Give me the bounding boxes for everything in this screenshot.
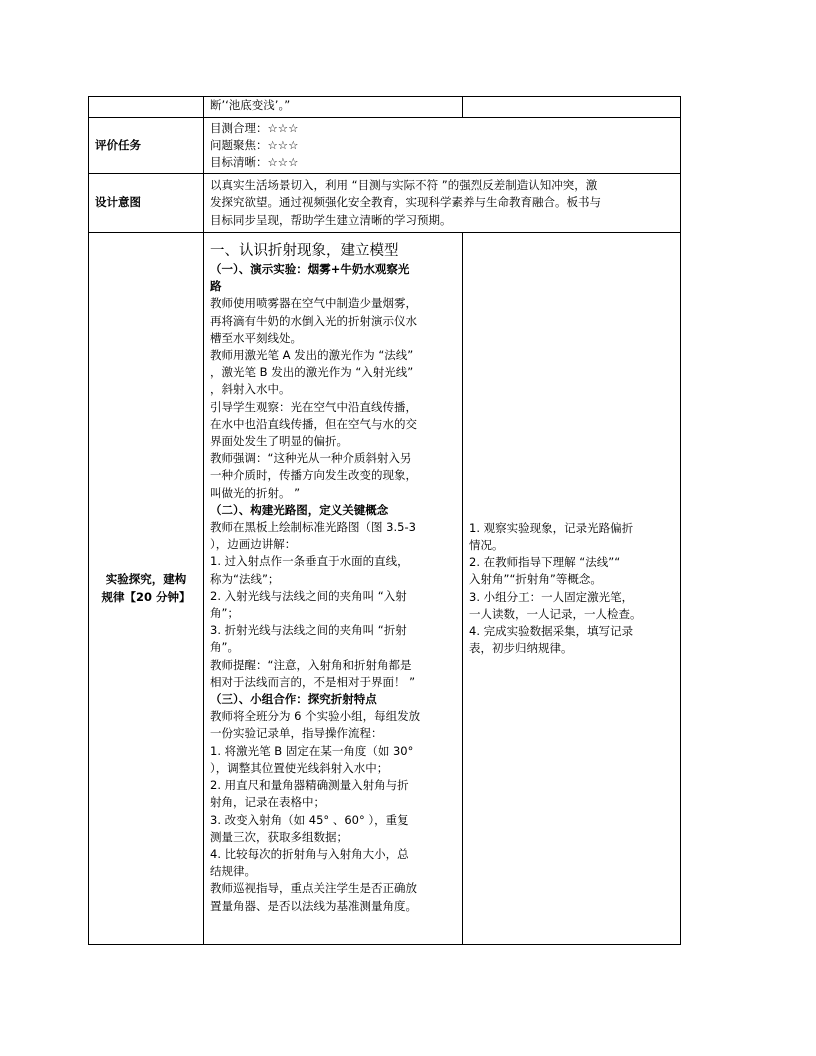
design-intent-line: 以真实生活场景切入，利用 “目测与实际不符 ”的强烈反差制造认知冲突，激 xyxy=(210,178,598,193)
student-line: 一人读数，一人记录，一人检查。 xyxy=(469,606,642,621)
paragraph-line: 3. 改变入射角（如 45° 、60° ），重复 xyxy=(210,812,409,827)
evaluation-item: 问题聚焦：☆☆☆ xyxy=(210,137,299,152)
student-line: 4. 完成实验数据采集，填写记录 xyxy=(469,623,634,638)
subheading-group: （三）、小组合作：探究折射特点 xyxy=(210,692,377,707)
design-intent-content xyxy=(204,174,681,233)
continuation-text-cell xyxy=(204,97,463,118)
paragraph-line: 3. 折射光线与法线之间的夹角叫 “折射 xyxy=(210,623,407,638)
paragraph-line: 界面处发生了明显的偏折。 xyxy=(210,434,348,449)
student-line: 1. 观察实验现象，记录光路偏折 xyxy=(469,520,634,535)
experiment-label xyxy=(89,233,204,945)
paragraph-line: 1. 将激光笔 B 固定在某一角度（如 30° xyxy=(210,743,414,758)
student-line: 情况。 xyxy=(469,537,504,552)
design-intent-label: 设计意图 xyxy=(89,174,204,233)
paragraph-line: 1. 过入射点作一条垂直于水面的直线， xyxy=(210,554,409,569)
design-intent-line: 目标同步呈现，帮助学生建立清晰的学习预期。 xyxy=(210,212,452,227)
paragraph-line: 相对于法线而言的，不是相对于界面！ ” xyxy=(210,674,416,689)
section-heading: 一、认识折射现象，建立模型 xyxy=(210,243,399,259)
experiment-row xyxy=(89,233,681,945)
evaluation-row xyxy=(89,118,681,174)
subheading-diagram: （二）、构建光路图，定义关键概念 xyxy=(210,502,389,517)
evaluation-content xyxy=(204,118,681,174)
design-intent-row xyxy=(89,174,681,233)
paragraph-line: 测量三次，获取多组数据； xyxy=(210,829,348,844)
paragraph-line: 一份实验记录单，指导操作流程： xyxy=(210,726,383,741)
paragraph-line: 再将滴有牛奶的水倒入光的折射演示仪水 xyxy=(210,313,417,328)
subheading-demo: （一）、演示实验：烟雾+牛奶水观察光 xyxy=(210,262,410,276)
paragraph-line: 射角，记录在表格中； xyxy=(210,795,325,810)
student-line: 表，初步归纳规律。 xyxy=(469,641,573,656)
paragraph-line: 2. 入射光线与法线之间的夹角叫 “入射 xyxy=(210,588,407,603)
paragraph-line: 教师提醒：“注意，入射角和折射角都是 xyxy=(210,657,412,672)
paragraph-line: 4. 比较每次的折射角与入射角大小，总 xyxy=(210,846,409,861)
paragraph-line: 教师巡视指导，重点关注学生是否正确放 xyxy=(210,881,417,896)
lesson-plan-table xyxy=(88,96,681,945)
paragraph-line: ），边画边讲解： xyxy=(210,537,297,552)
experiment-label-line: 规律【20 分钟】 xyxy=(101,589,191,604)
continuation-label-cell xyxy=(89,97,204,118)
evaluation-item: 目标清晰：☆☆☆ xyxy=(210,155,299,170)
student-line: 2. 在教师指导下理解 “法线”“ xyxy=(469,555,621,570)
paragraph-line: 角”； xyxy=(210,606,239,621)
paragraph-line: 结规律。 xyxy=(210,864,256,879)
paragraph-line: ），调整其位置使光线斜射入水中； xyxy=(210,760,389,775)
paragraph-line: 教师将全班分为 6 个实验小组，每组发放 xyxy=(210,709,421,724)
paragraph-line: 教师强调：“这种光从一种介质斜射入另 xyxy=(210,451,412,466)
student-line: 入射角”“折射角”等概念。 xyxy=(469,572,602,587)
paragraph-line: 在水中也沿直线传播，但在空气与水的交 xyxy=(210,416,417,431)
design-intent-line: 发探究欲望。通过视频强化安全教育，实现科学素养与生命教育融合。板书与 xyxy=(210,195,601,210)
paragraph-line: 教师在黑板上绘制标准光路图（图 3.5-3 xyxy=(210,520,416,535)
paragraph-line: 置量角器、是否以法线为基准测量角度。 xyxy=(210,898,417,913)
paragraph-line: 角”。 xyxy=(210,640,239,655)
continuation-row xyxy=(89,97,681,118)
paragraph-line: 教师用激光笔 A 发出的激光作为 “法线” xyxy=(210,348,414,363)
paragraph-line: 称为“法线”； xyxy=(210,571,280,586)
evaluation-item: 目测合理：☆☆☆ xyxy=(210,120,299,135)
paragraph-line: 引导学生观察：光在空气中沿直线传播， xyxy=(210,399,417,414)
paragraph-line: ，斜射入水中。 xyxy=(210,382,291,397)
student-activity-cell xyxy=(463,233,681,945)
continuation-text: 断’‘池底变浅’。” xyxy=(210,98,291,112)
paragraph-line: ，激光笔 B 发出的激光作为 “入射光线” xyxy=(210,365,414,380)
subheading-demo-cont: 路 xyxy=(210,279,222,294)
paragraph-line: 教师使用喷雾器在空气中制造少量烟雾， xyxy=(210,296,417,311)
teacher-activity-cell xyxy=(204,233,463,945)
paragraph-line: 一种介质时，传播方向发生改变的现象， xyxy=(210,468,417,483)
continuation-student-cell xyxy=(463,97,681,118)
paragraph-line: 2. 用直尺和量角器精确测量入射角与折 xyxy=(210,778,409,793)
experiment-label-line: 实验探究，建构 xyxy=(105,572,187,587)
paragraph-line: 叫做光的折射。 ” xyxy=(210,485,301,500)
evaluation-label: 评价任务 xyxy=(89,118,204,174)
student-line: 3. 小组分工：一人固定激光笔， xyxy=(469,589,634,604)
paragraph-line: 槽至水平刻线处。 xyxy=(210,330,302,345)
